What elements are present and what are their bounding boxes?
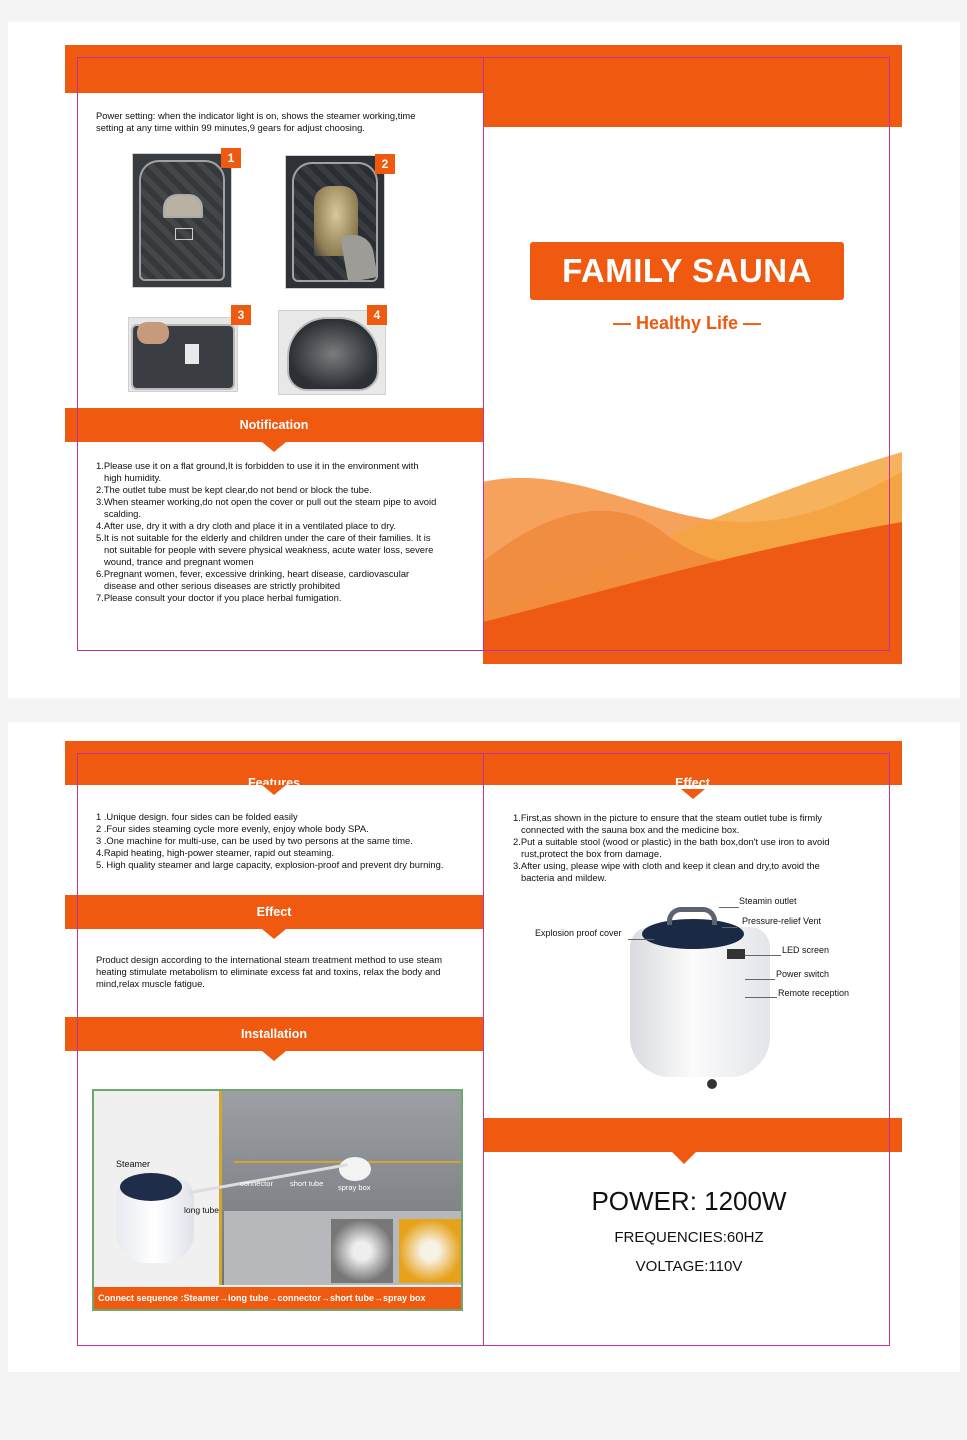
notification-banner xyxy=(65,408,483,442)
list-item-continuation: disease and other serious diseases are strictly prohibited xyxy=(104,580,341,591)
spray-box xyxy=(339,1157,371,1181)
leader-line xyxy=(745,955,781,956)
specs-band xyxy=(483,1118,902,1152)
installation-heading: Installation xyxy=(241,1027,307,1041)
folded-bundle xyxy=(287,317,379,391)
pocket xyxy=(175,228,193,240)
install-caption: Connect sequence :Steamer→long tube→connector→short tube→spray box xyxy=(98,1293,426,1303)
label-long-tube: long tube xyxy=(184,1205,219,1215)
steamer-body xyxy=(630,927,770,1077)
list-item-continuation: wound, trance and pregnant women xyxy=(104,556,254,567)
label-connector: connector xyxy=(240,1179,273,1188)
label-remote: Remote reception xyxy=(778,988,850,998)
effect-right-heading: Effect xyxy=(675,776,710,790)
list-item-continuation: high humidity. xyxy=(104,472,162,483)
photo-badge-1: 1 xyxy=(221,148,241,168)
list-item xyxy=(96,460,466,484)
mesh-window xyxy=(163,194,203,218)
effect-right-list xyxy=(513,812,863,884)
label-short-tube: short tube xyxy=(290,1179,324,1188)
features-list xyxy=(96,811,476,871)
leader-line xyxy=(745,979,775,980)
sauna-photo-2 xyxy=(285,155,385,289)
photo-badge-2: 2 xyxy=(375,154,395,174)
banner-notch xyxy=(262,785,286,795)
list-item xyxy=(96,496,466,520)
list-item-text: 2.The outlet tube must be kept clear,do not bend or block the tube. xyxy=(96,484,372,495)
list-item xyxy=(96,532,466,568)
list-item xyxy=(513,836,863,860)
power-setting-text: Power setting: when the indicator light is on, shows the steamer working,time setting at any time within 99 minutes,9 gears for adjust choosing. xyxy=(96,110,416,133)
spec-voltage: VOLTAGE:110V xyxy=(635,1258,743,1275)
steamer-diagram xyxy=(527,893,872,1093)
label-steamer: Steamer xyxy=(116,1159,151,1169)
steam-pipe xyxy=(667,907,717,925)
list-item-text: 3.After using, please wipe with cloth and keep it clean and dry,to avoid the xyxy=(513,860,820,871)
steamer-lid xyxy=(120,1173,182,1201)
list-item xyxy=(513,860,863,884)
banner-notch xyxy=(262,1051,286,1061)
effect-right-banner xyxy=(483,741,902,790)
list-item-text: 3.When steamer working,do not open the cover or pull out the steam pipe to avoid xyxy=(96,496,437,507)
list-item xyxy=(96,484,466,496)
list-item-text: 6.Pregnant women, fever, excessive drinking, heart disease, cardiovascular xyxy=(96,568,410,579)
features-heading: Features xyxy=(247,776,301,790)
banner-notch xyxy=(262,442,286,452)
sauna-photo-1 xyxy=(132,153,232,288)
effect-line: Product design according to the international steam treatment method to use steam xyxy=(96,954,443,965)
list-item-continuation: rust,protect the box from damage. xyxy=(521,848,662,859)
list-item-continuation: scalding. xyxy=(104,508,142,519)
cover-subtitle: — Healthy Life — xyxy=(612,313,762,333)
panel-opening xyxy=(185,344,199,364)
leader-line xyxy=(719,907,739,908)
photo-badge-4: 4 xyxy=(367,305,387,325)
notification-list xyxy=(96,460,466,604)
inset-photo-b xyxy=(399,1219,461,1283)
cover-title: FAMILY SAUNA xyxy=(530,242,844,300)
inset-photo-a xyxy=(331,1219,393,1283)
spec-power: POWER: 1200W xyxy=(591,1186,787,1216)
list-item xyxy=(96,520,466,532)
feature-item: 1 .Unique design. four sides can be folded easily xyxy=(96,811,298,822)
list-item-text: 2.Put a suitable stool (wood or plastic) in the bath box,don't use iron to avoid xyxy=(513,836,830,847)
label-steam-outlet: Steamin outlet xyxy=(739,896,797,906)
label-pressure-vent: Pressure-relief Vent xyxy=(742,916,822,926)
label-spray-box: spray box xyxy=(338,1183,371,1192)
label-explosion-cover: Explosion proof cover xyxy=(535,928,622,938)
effect-line: mind,relax muscle fatigue. xyxy=(96,978,205,989)
features-banner xyxy=(65,741,483,790)
leader-line xyxy=(628,939,654,940)
led-screen xyxy=(727,949,745,959)
list-item-continuation: not suitable for people with severe physical weakness, acute water loss, severe xyxy=(104,544,434,555)
notification-heading: Notification xyxy=(239,418,309,432)
effect-left-heading: Effect xyxy=(256,905,292,919)
cover-wave-graphic xyxy=(483,452,902,664)
feature-item: 3 .One machine for multi-use, can be used by two persons at the same time. xyxy=(96,835,413,846)
leader-line xyxy=(745,997,777,998)
list-item-text: 1.Please use it on a flat ground,It is forbidden to use it in the environment with xyxy=(96,460,419,471)
hands xyxy=(137,322,169,344)
list-item-text: 4.After use, dry it with a dry cloth and place it in a ventilated place to dry. xyxy=(96,520,396,531)
label-power-switch: Power switch xyxy=(776,969,830,979)
banner-notch xyxy=(681,789,705,799)
list-item xyxy=(96,592,466,604)
installation-photo xyxy=(92,1089,463,1311)
specs-band-notch xyxy=(672,1152,696,1164)
banner-notch xyxy=(262,929,286,939)
list-item-continuation: connected with the sauna box and the medicine box. xyxy=(521,824,740,835)
feature-item: 5. High quality steamer and large capacity, explosion-proof and prevent dry burning. xyxy=(96,859,444,870)
sauna-photo-3 xyxy=(128,317,238,392)
effect-left-banner xyxy=(65,895,483,929)
list-item-text: 7.Please consult your doctor if you place herbal fumigation. xyxy=(96,592,342,603)
label-led-screen: LED screen xyxy=(782,945,830,955)
photo-badge-3: 3 xyxy=(231,305,251,325)
leader-line xyxy=(722,927,737,928)
list-item-continuation: bacteria and mildew. xyxy=(521,872,607,883)
list-item xyxy=(513,812,863,836)
installation-banner xyxy=(65,1017,483,1051)
list-item-text: 1.First,as shown in the picture to ensure that the steam outlet tube is firmly xyxy=(513,812,822,823)
cover-top-band xyxy=(483,45,902,127)
effect-left-text xyxy=(96,954,476,990)
spec-frequency: FREQUENCIES:60HZ xyxy=(614,1229,764,1246)
top-left-band xyxy=(65,45,483,93)
effect-line: heating stimulate metabolism to eliminate excess fat and toxins, relax the body and xyxy=(96,966,441,977)
feature-item: 4.Rapid heating, high-power steamer, rapid out steaming. xyxy=(96,847,335,858)
feature-item: 2 .Four sides steaming cycle more evenly, enjoy whole body SPA. xyxy=(96,823,369,834)
list-item xyxy=(96,568,466,592)
list-item-text: 5.It is not suitable for the elderly and children under the care of their families. It is xyxy=(96,532,431,543)
base-wheel xyxy=(707,1079,717,1089)
